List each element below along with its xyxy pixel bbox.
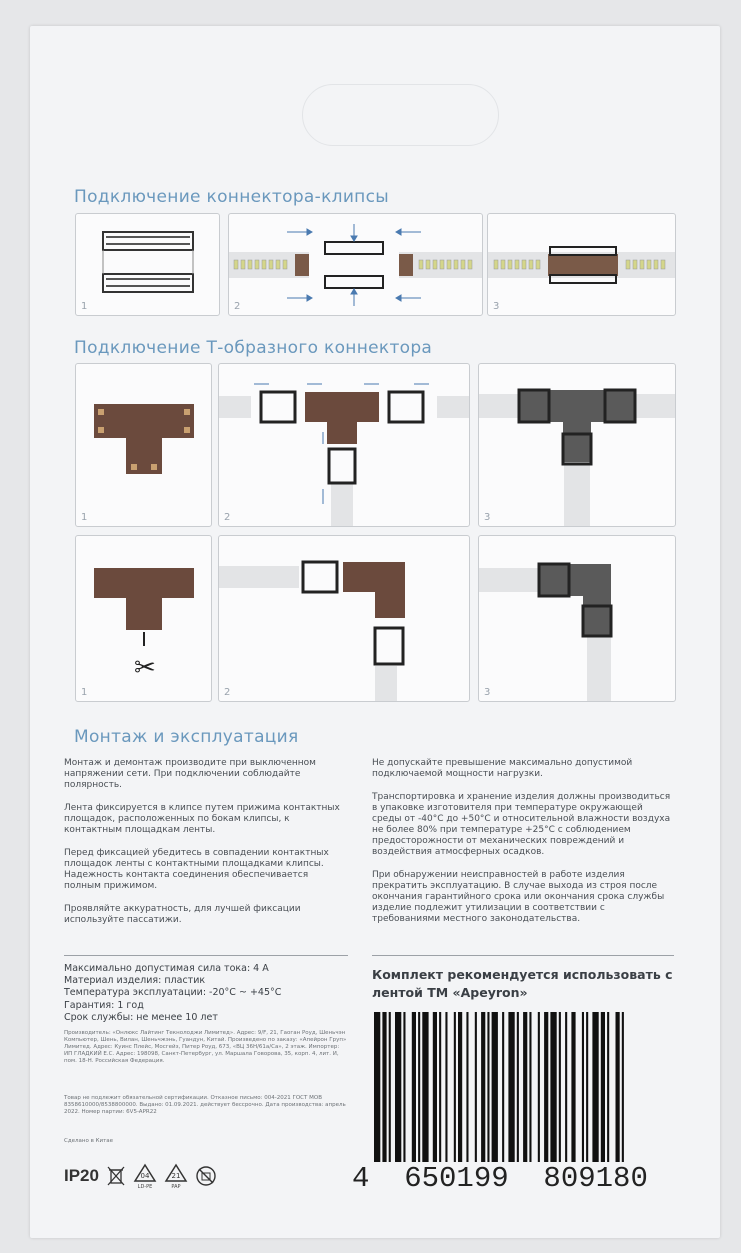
ip-rating: IP20 bbox=[64, 1166, 99, 1185]
step-number: 3 bbox=[484, 687, 491, 698]
mount-text-left bbox=[64, 758, 344, 938]
step-number: 1 bbox=[81, 687, 88, 698]
clip-step-1 bbox=[75, 213, 220, 316]
clip-connected-illustration bbox=[488, 214, 675, 315]
made-in: Сделано в Китае bbox=[64, 1138, 114, 1144]
step-number: 3 bbox=[484, 512, 491, 523]
t-step-2 bbox=[218, 363, 470, 527]
clip-connector-illustration bbox=[76, 214, 219, 315]
compliance-icons bbox=[64, 1160, 217, 1192]
l-step-1 bbox=[75, 535, 212, 702]
no-dispose-icon bbox=[195, 1165, 217, 1187]
recycle-triangle-icon bbox=[164, 1163, 188, 1183]
paragraph: Транспортировка и хранение изделия должны производиться в упаковке изготовителя при температуре окружающей среды от -40°C до +50°C и относительной влажности воздуха не более 80% при температуре +25°C с соблюдением предосторожности от механических повреждений и воздействия атмосферных осадков. bbox=[372, 792, 671, 857]
recycle-triangle-icon bbox=[133, 1163, 157, 1183]
clip-step-3 bbox=[487, 213, 676, 316]
divider bbox=[64, 955, 348, 956]
certification-info: Товар не подлежит обязательной сертификации. Отказное письмо: 004-2021 ГОСТ МОВ 8358610000/8538800000. Выдано: 01.09.2021. действует бессрочно. Дата производства: апрель 2022. Номер партии: 6V5-APR22 bbox=[64, 1095, 346, 1115]
t-step-1 bbox=[75, 363, 212, 527]
divider bbox=[372, 955, 674, 956]
step-number: 1 bbox=[81, 301, 88, 312]
spec-line: Температура эксплуатации: -20°С ~ +45°С bbox=[64, 987, 282, 999]
t-insert-illustration bbox=[219, 364, 469, 526]
t-step-3 bbox=[478, 363, 676, 527]
scissors-icon: ✂ bbox=[134, 653, 156, 683]
svg-text:21: 21 bbox=[171, 1171, 181, 1180]
clip-insert-illustration bbox=[229, 214, 482, 315]
recycle-label: LD-PE bbox=[137, 1183, 153, 1190]
recycle-ldpe bbox=[133, 1163, 157, 1190]
recycle-label: PAP bbox=[171, 1183, 181, 1190]
step-number: 2 bbox=[224, 687, 231, 698]
paragraph: При обнаружении неисправностей в работе изделия прекратить эксплуатацию. В случае выхода из строя после окончания гарантийного срока или окончания срока службы изделие подлежит утилизации в соответствии с требованиями местного законодательства. bbox=[372, 870, 665, 924]
paragraph: Не допускайте превышение максимально допустимой подключаемой мощности нагрузки. bbox=[372, 758, 633, 779]
l-connected-illustration bbox=[479, 536, 675, 701]
manufacturer-info: Производитель: «Онлюкс Лайтинг Текнолоджи Лимитед». Адрес: 9/F, 21, Гаоган Роуд, Шеньчэн Компьютер, Шень, Вилан, Шеньчжэнь, Гуандун, Китай. Произведено по заказу: «Апейрон Груп» Лимитед. Адрес: Куинс Плейс, Мосгейз, Питер Роуд, 673, «ВЦ 36Н/61а/Са», 2 этаж. Импортер: ИП ГЛАДКИЙ Е.С. Адрес: 198098, Санкт-Петербург, ул. Маршала Говорова, 35, корп. 4, лит. И, пом. 18-Н. Российская Федерация. bbox=[64, 1030, 347, 1064]
svg-text:04: 04 bbox=[140, 1171, 150, 1180]
spec-line: Срок службы: не менее 10 лет bbox=[64, 1011, 218, 1023]
step-number: 1 bbox=[81, 512, 88, 523]
l-cut-illustration bbox=[76, 536, 211, 701]
recommendation-text: Комплект рекомендуется использовать с лентой ТМ «Apeyron» bbox=[372, 967, 673, 1000]
mount-text-right bbox=[372, 758, 672, 937]
paragraph: Лента фиксируется в клипсе путем прижима контактных площадок, расположенных по бокам клипсы, к контактным площадкам ленты. bbox=[64, 803, 340, 835]
l-step-3 bbox=[478, 535, 676, 702]
section-title-mounting: Монтаж и эксплуатация bbox=[74, 727, 299, 747]
l-insert-illustration bbox=[219, 536, 469, 701]
crossed-bin-icon bbox=[106, 1165, 126, 1187]
section-title-clip: Подключение коннектора-клипсы bbox=[74, 187, 389, 207]
t-connector-illustration bbox=[76, 364, 211, 526]
specifications bbox=[64, 963, 281, 1024]
step-number: 2 bbox=[234, 301, 241, 312]
barcode bbox=[374, 1012, 674, 1164]
paragraph: Монтаж и демонтаж производите при выключенном напряжении сети. При подключении соблюдайте полярность. bbox=[64, 758, 316, 790]
recycle-pap bbox=[164, 1163, 188, 1190]
t-connected-illustration bbox=[479, 364, 675, 526]
l-step-2 bbox=[218, 535, 470, 702]
hang-hole-outline bbox=[302, 84, 499, 146]
section-title-t-connector: Подключение Т-образного коннектора bbox=[74, 338, 433, 358]
barcode-digits: 4 650199 809180 bbox=[352, 1162, 648, 1195]
step-number: 3 bbox=[493, 301, 500, 312]
spec-line: Материал изделия: пластик bbox=[64, 975, 206, 987]
step-number: 2 bbox=[224, 512, 231, 523]
paragraph: Перед фиксацией убедитесь в совпадении контактных площадок ленты с контактными площадками клипсы. Надежность контакта соединения обеспечивается полным прижимом. bbox=[64, 848, 329, 891]
spec-line: Гарантия: 1 год bbox=[64, 999, 144, 1011]
paragraph: Проявляйте аккуратность, для лучшей фиксации используйте пассатижи. bbox=[64, 904, 301, 925]
clip-step-2 bbox=[228, 213, 483, 316]
spec-line: Максимально допустимая сила тока: 4 А bbox=[64, 963, 269, 974]
